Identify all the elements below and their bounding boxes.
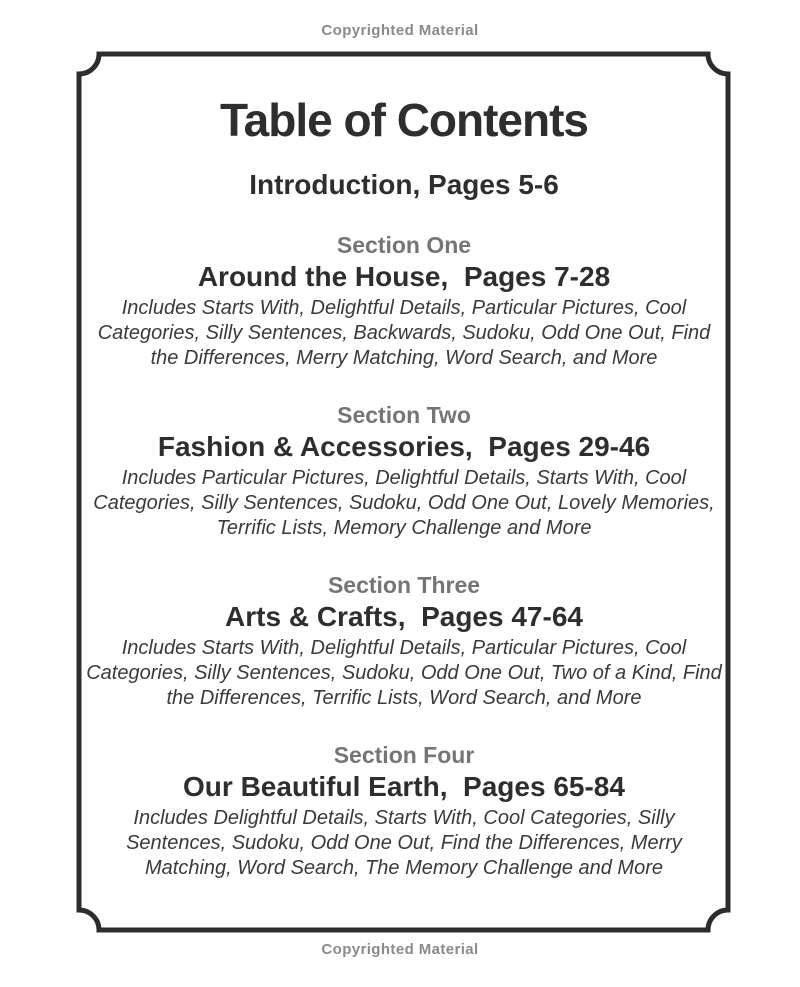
copyright-notice-top: Copyrighted Material	[321, 22, 479, 39]
copyright-notice-bottom: Copyrighted Material	[321, 941, 479, 958]
toc-section-three	[80, 572, 728, 711]
section-title: Fashion & Accessories, Pages 29-46	[157, 430, 651, 462]
toc-section-two	[80, 402, 728, 541]
section-label: Section Four	[333, 741, 475, 768]
section-label: Section Two	[337, 401, 471, 428]
toc-section-one	[80, 232, 728, 371]
section-description: Includes Starts With, Delightful Details, Particular Pictures, Cool Categories, Silly Sentences, Backwards, Sudoku, Odd One Out, Find the Differences, Merry Matching, Word Search, and More	[97, 296, 711, 369]
table-of-contents	[80, 54, 728, 881]
section-description: Includes Starts With, Delightful Details, Particular Pictures, Cool Categories, Silly Sentences, Sudoku, Odd One Out, Two of a Kind, Find the Differences, Terrific Lists, Word Search, and More	[86, 636, 722, 709]
introduction-entry: Introduction, Pages 5-6	[249, 168, 559, 200]
section-title: Our Beautiful Earth, Pages 65-84	[183, 770, 625, 802]
section-description: Includes Delightful Details, Starts With, Cool Categories, Silly Sentences, Sudoku, Odd One Out, Find the Differences, Merry Matching, Word Search, The Memory Challenge and More	[126, 806, 682, 879]
page-title: Table of Contents	[219, 94, 589, 146]
toc-section-four	[80, 742, 728, 881]
section-title: Arts & Crafts, Pages 47-64	[225, 600, 583, 632]
section-title: Around the House, Pages 7-28	[197, 260, 611, 292]
section-description: Includes Particular Pictures, Delightful Details, Starts With, Cool Categories, Silly Sentences, Sudoku, Odd One Out, Lovely Memories, Terrific Lists, Memory Challenge and More	[93, 466, 715, 539]
section-label: Section Three	[327, 571, 481, 598]
section-label: Section One	[336, 231, 472, 258]
